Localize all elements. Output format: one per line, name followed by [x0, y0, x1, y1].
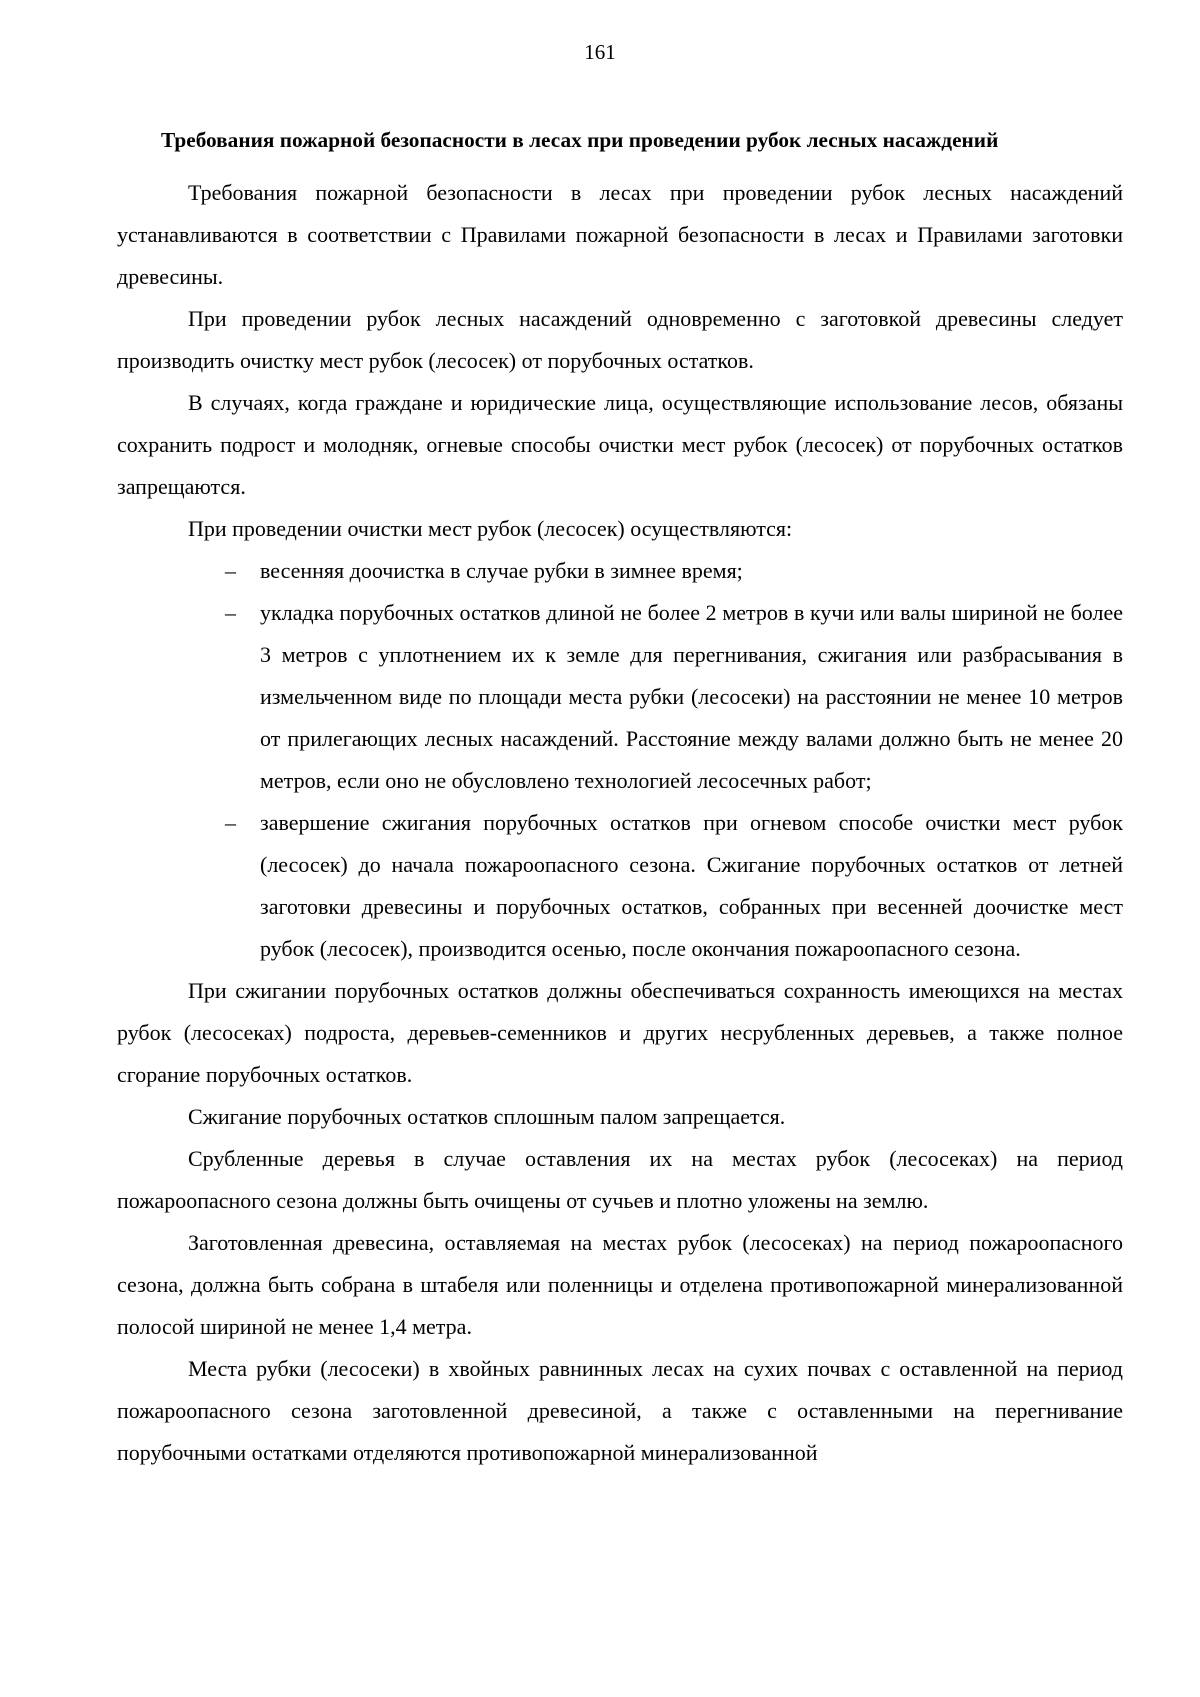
list-item — [117, 592, 1123, 802]
paragraph: При проведении рубок лесных насаждений одновременно с заготовкой древесины следует производить очистку мест рубок (лесосек) от порубочных остатков. — [117, 306, 1123, 373]
list-item — [117, 802, 1123, 970]
list-item — [117, 550, 1123, 592]
document-body — [117, 126, 1123, 1474]
list-item-text: завершение сжигания порубочных остатков при огневом способе очистки мест рубок (лесосек) до начала пожароопасного сезона. Сжигание порубочных остатков от летней заготовки древесины и порубочных остатков, собранных при весенней доочистке мест рубок (лесосек), производится осенью, после окончания пожароопасного сезона. — [260, 810, 1123, 961]
paragraph: Сжигание порубочных остатков сплошным палом запрещается. — [188, 1104, 786, 1129]
bullet-list — [117, 550, 1123, 970]
paragraph: В случаях, когда граждане и юридические лица, осуществляющие использование лесов, обязаны сохранить подрост и молодняк, огневые способы очистки мест рубок (лесосек) от порубочных остатков запрещаются. — [117, 390, 1123, 499]
paragraph: Места рубки (лесосеки) в хвойных равнинных лесах на сухих почвах с оставленной на период пожароопасного сезона заготовленной древесиной, а также с оставленными на перегнивание порубочными остатками отделяются противопожарной минерализованной — [117, 1356, 1123, 1465]
dash-marker: – — [225, 558, 236, 583]
paragraph: Заготовленная древесина, оставляемая на местах рубок (лесосеках) на период пожароопасного сезона, должна быть собрана в штабеля или поленницы и отделена противопожарной минерализованной полосой шириной не менее 1,4 метра. — [117, 1230, 1123, 1339]
dash-marker: – — [225, 600, 236, 625]
paragraph: При сжигании порубочных остатков должны обеспечиваться сохранность имеющихся на местах рубок (лесосеках) подроста, деревьев-семенников и других несрубленных деревьев, а также полное сгорание порубочных остатков. — [117, 978, 1123, 1087]
section-heading: Требования пожарной безопасности в лесах при проведении рубок лесных насаждений — [161, 128, 999, 152]
page-number: 161 — [584, 40, 616, 64]
dash-marker: – — [225, 810, 236, 835]
paragraph: При проведении очистки мест рубок (лесосек) осуществляются: — [188, 516, 793, 541]
list-item-text: весенняя доочистка в случае рубки в зимнее время; — [260, 558, 743, 583]
paragraph: Срубленные деревья в случае оставления их на местах рубок (лесосеках) на период пожароопасного сезона должны быть очищены от сучьев и плотно уложены на землю. — [117, 1146, 1123, 1213]
list-item-text: укладка порубочных остатков длиной не более 2 метров в кучи или валы шириной не более 3 метров с уплотнением их к земле для перегнивания, сжигания или разбрасывания в измельченном виде по площади места рубки (лесосеки) на расстоянии не менее 10 метров от прилегающих лесных насаждений. Расстояние между валами должно быть не менее 20 метров, если оно не обусловлено технологией лесосечных работ; — [260, 600, 1123, 793]
paragraph: Требования пожарной безопасности в лесах при проведении рубок лесных насаждений устанавливаются в соответствии с Правилами пожарной безопасности в лесах и Правилами заготовки древесины. — [117, 180, 1123, 289]
